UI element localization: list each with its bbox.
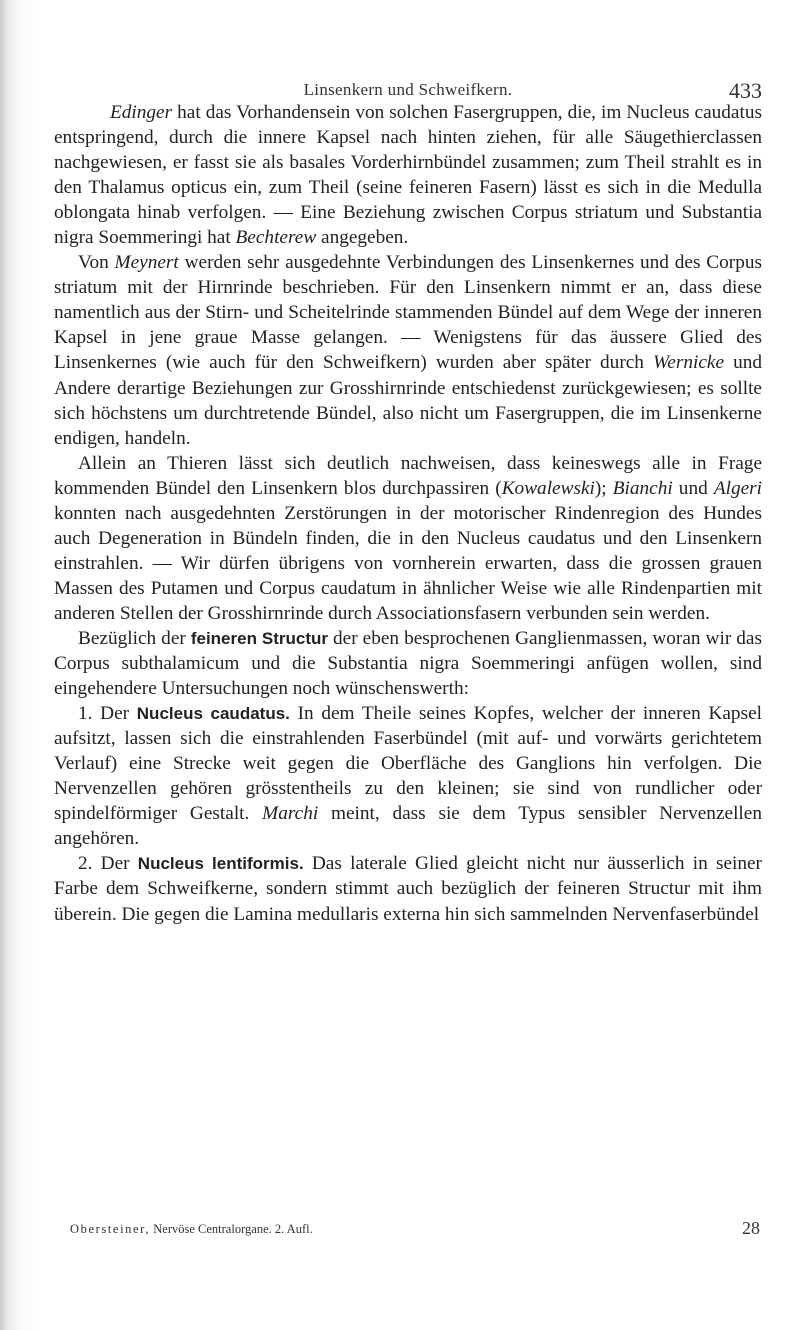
- footer-author: Obersteiner,: [70, 1222, 151, 1236]
- paragraph-4: [54, 626, 762, 701]
- footer-imprint: [70, 1222, 313, 1237]
- text-run: und Andere derartige Beziehungen zur Grosshirnrinde entschiedenst zurückgewiesen; es sollte sich höchstens um durchtretende Bündel, also nicht um Fasergruppen, die im Linsenkerne endigen, handeln.: [54, 352, 762, 449]
- page-number: 433: [729, 78, 762, 103]
- paragraph-5: [54, 701, 762, 851]
- text-run: 2. Der: [78, 853, 138, 875]
- text-run: der eben besprochenen Ganglienmassen, woran wir das Corpus subthalamicum und die Substantia nigra Soemmeringi anfügen wollen, sind eingehendere Untersuchungen noch wünschenswerth:: [54, 627, 762, 700]
- paragraph-6: [54, 851, 762, 926]
- author-name: Kowalewski: [501, 477, 595, 499]
- author-name: Edinger: [110, 102, 173, 123]
- signature-mark: 28: [742, 1218, 760, 1238]
- text-run: konnten nach ausgedehnten Zerstörungen in der motorischer Rindenregion des Hundes auch Degeneration in Bündeln finden, die in den Nucleus caudatus und den Linsenkern einstrahlen. — Wir dürfen übrigens von vornherein erwarten, dass die grossen grauen Massen des Putamen und Corpus caudatum in ähnlicher Weise wie alle Rindenpartien mit anderen Stellen der Grosshirnrinde durch Associationsfasern verbunden sein werden.: [54, 502, 762, 624]
- text-run: In dem Theile seines Kopfes, welcher der inneren Kapsel aufsitzt, lassen sich die einstrahlenden Faserbündel (mit auf- und vorwärts gerichtetem Verlauf) eine Strecke weit gegen die Oberfläche des Ganglions hin verfolgen. Die Nervenzellen gehören grösstentheils zu den kleinen; sie sind von rundlicher oder spindelförmiger Gestalt.: [54, 703, 762, 825]
- text-run: Bezüglich der: [78, 627, 191, 649]
- text-run: werden sehr ausgedehnte Verbindungen des Linsenkernes und des Corpus striatum mit der Hirnrinde beschrieben. Für den Linsenkern nimmt er an, dass diese namentlich aus der Stirn- und Scheitelrinde stammenden Bündel auf dem Wege der inneren Kapsel in jene graue Masse gelangen. — Wenigstens für das äussere Glied des Linsenkernes (wie auch für den Schweifkern) wurden aber später durch: [54, 252, 762, 374]
- author-name: Bechterew: [235, 227, 317, 249]
- author-name: Wernicke: [653, 352, 725, 374]
- text-run: 1. Der: [78, 703, 137, 725]
- emphasized-term: Nucleus lentiformis.: [137, 854, 304, 874]
- text-run: angegeben.: [316, 227, 409, 249]
- author-name: Algeri: [713, 477, 763, 499]
- text-run: hat das Vorhandensein von solchen Fasergruppen, die, im Nucleus caudatus entspringend, durch die innere Kapsel nach hinten ziehen, für alle Säugethierclassen nachgewiesen, er fasst sie als basales Vorderhirnbündel zusammen; zum Theil strahlt es in den Thalamus opticus ein, zum Theil (seine feineren Fasern) lässt es sich in die Medulla oblongata hinab verfolgen. — Eine Beziehung zwischen Corpus striatum und Substantia nigra Soemmeringi hat: [54, 102, 762, 249]
- author-name: Marchi: [262, 803, 319, 825]
- text-run: meint, dass sie dem Typus sensibler Nervenzellen angehören.: [54, 803, 762, 850]
- author-name: Meynert: [114, 252, 179, 274]
- emphasized-term: feineren Structur: [190, 628, 328, 648]
- text-run: und: [672, 477, 714, 499]
- paragraph-3: [54, 451, 762, 626]
- text-run: Allein an Thieren lässt sich deutlich nachweisen, dass keineswegs alle in Frage kommenden Bündel den Linsenkern blos durchpassiren (: [54, 452, 762, 499]
- running-head: Linsenkern und Schweifkern.: [303, 80, 513, 99]
- author-name: Bianchi: [612, 477, 673, 499]
- text-run: Das laterale Glied gleicht nicht nur äusserlich in seiner Farbe dem Schweifkerne, sondern stimmt auch bezüglich der feineren Structur mit ihm überein. Die gegen die Lamina medullaris externa hin sich sammelnden Nervenfaserbündel: [54, 853, 762, 925]
- paragraph-1: [54, 100, 762, 250]
- footer-title: Nervöse Centralorgane. 2. Aufl.: [153, 1222, 313, 1236]
- body-text: [54, 100, 762, 927]
- text-run: Von: [78, 252, 115, 274]
- text-run: );: [594, 477, 613, 499]
- paragraph-2: [54, 250, 762, 450]
- emphasized-term: Nucleus caudatus.: [136, 704, 290, 724]
- page-footer: [70, 1218, 760, 1242]
